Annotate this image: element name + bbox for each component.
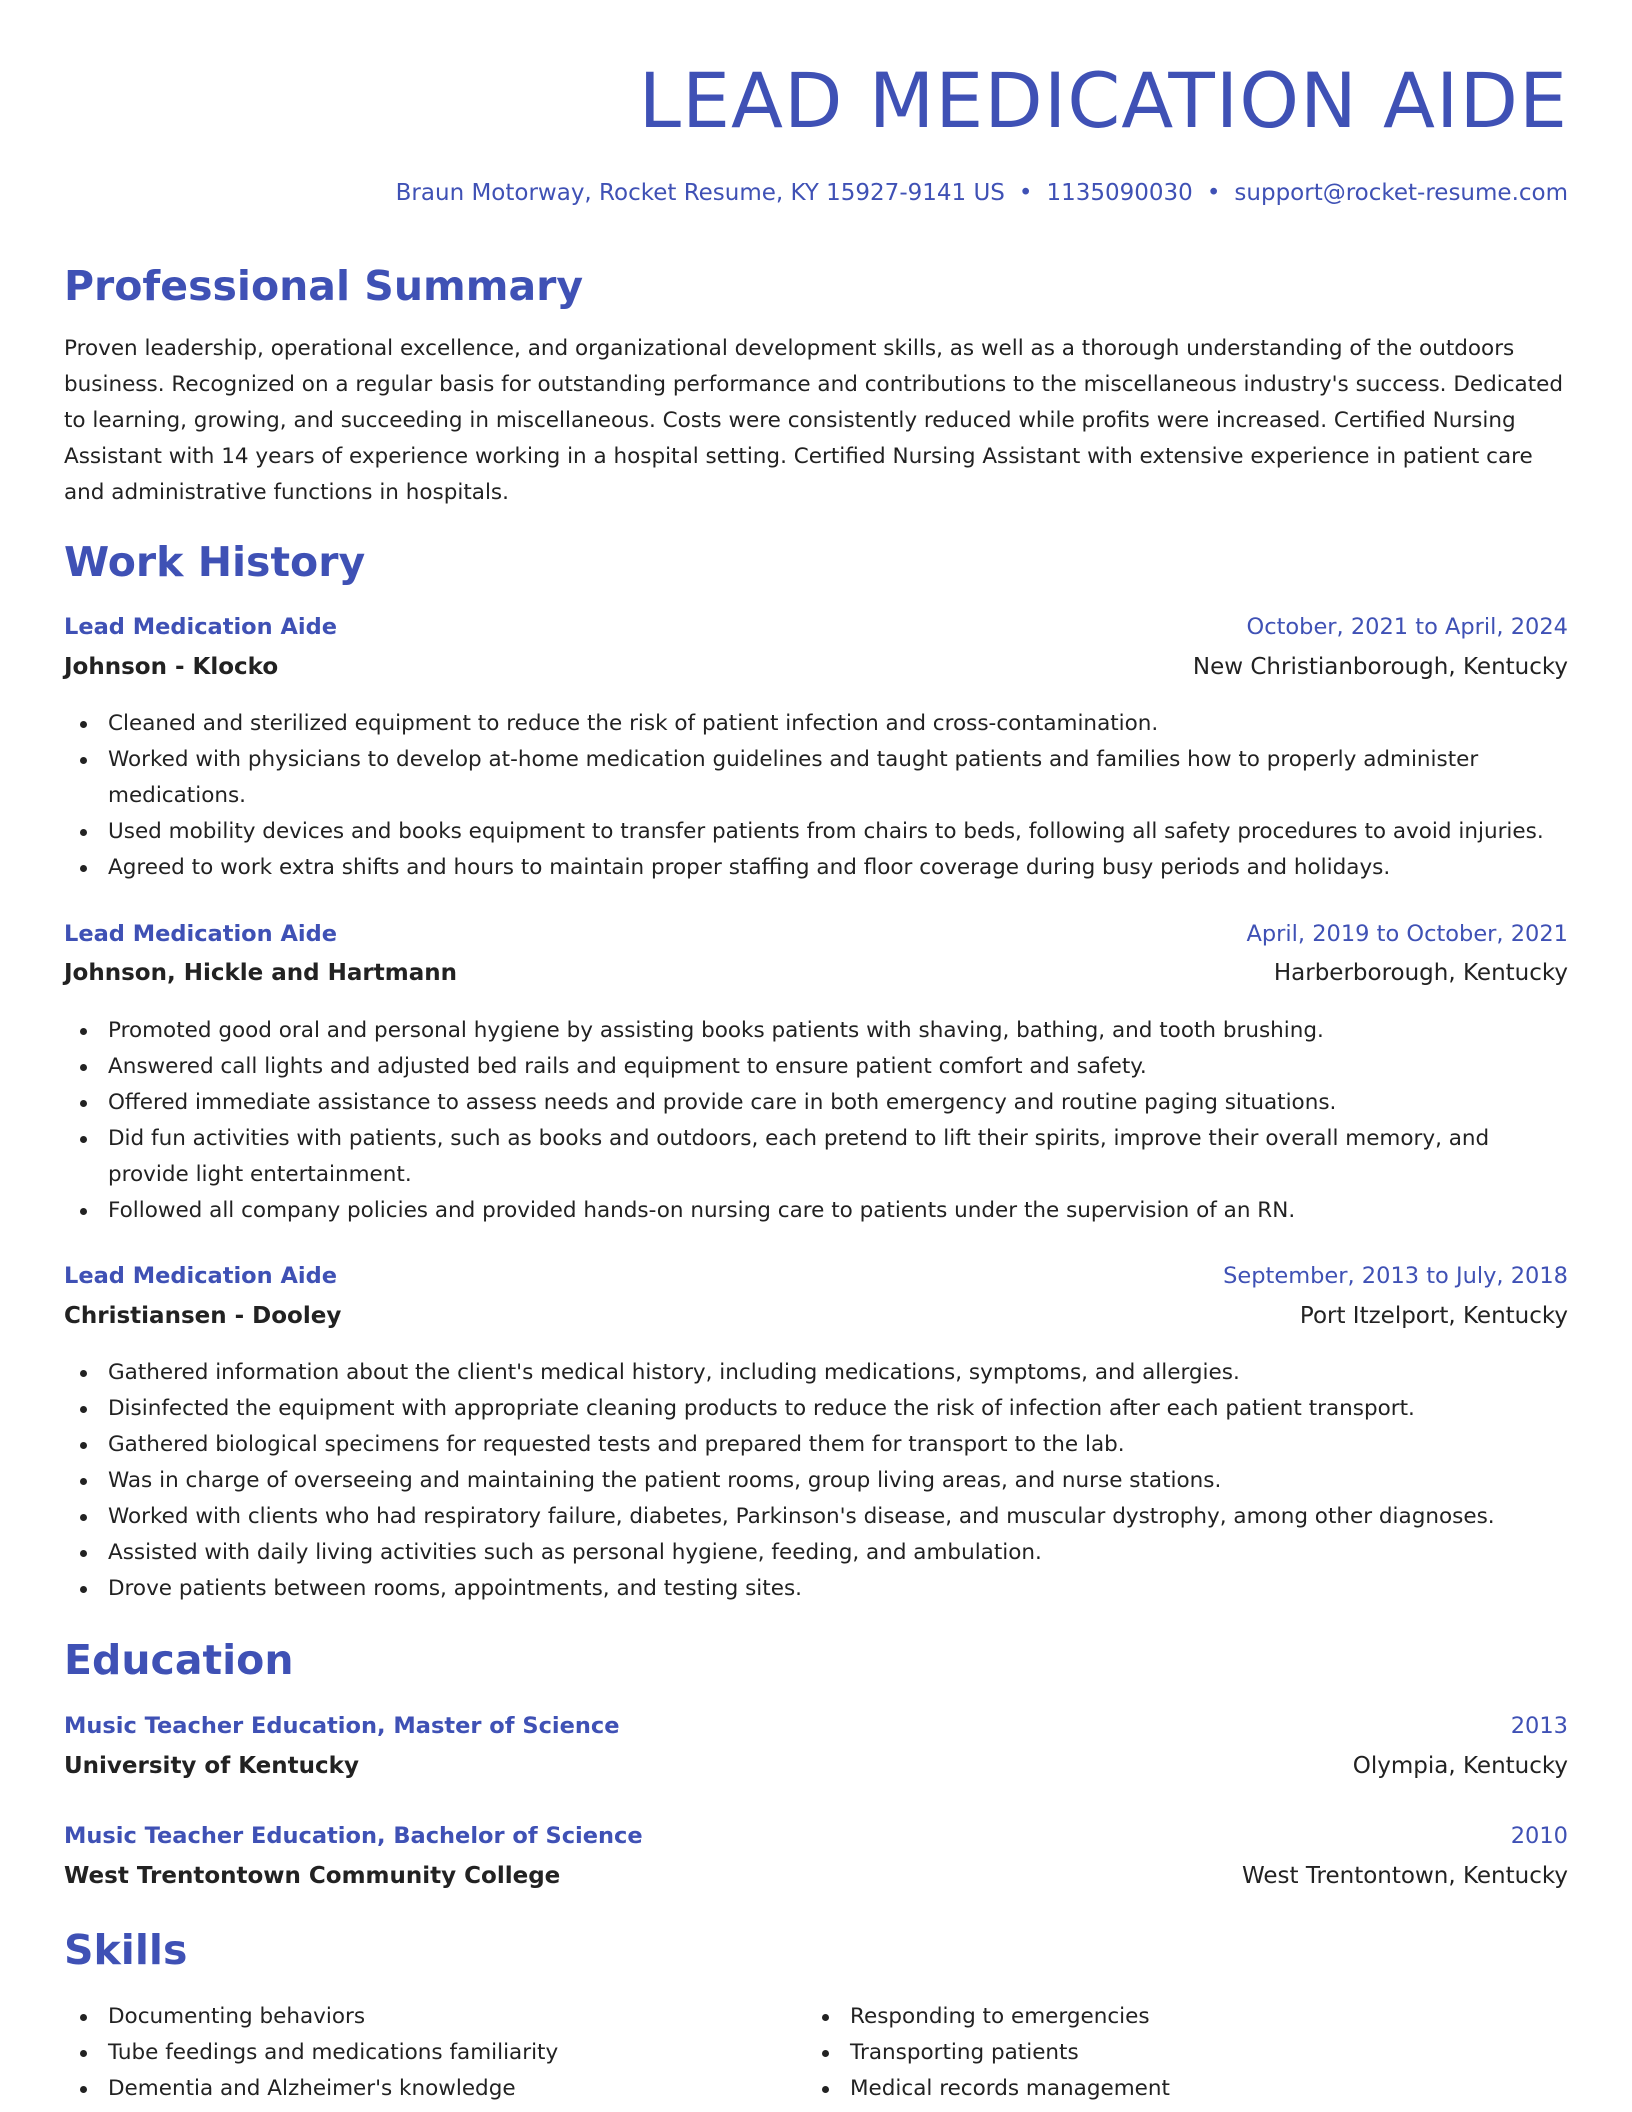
contact-separator: • [1018, 180, 1033, 206]
skill-item: Tube feedings and medications familiarity [64, 2035, 804, 2071]
skills-heading: Skills [64, 1926, 188, 1974]
page-title: LEAD MEDICATION AIDE [638, 56, 1568, 145]
job-bullet: Drove patients between rooms, appointments, and testing sites. [64, 1571, 1568, 1607]
job-bullet: Offered immediate assistance to assess needs and provide care in both emergency and routine paging situations. [64, 1085, 1568, 1121]
summary-text: Proven leadership, operational excellence, and organizational development skills, as well as a thorough understanding of the outdoors business. Recognized on a regular basis for outstanding performance and contributions to the miscellaneous industry's success. Dedicated to learning, growing, and succeeding in miscellaneous. Costs were consistently reduced while profits were increased. Certified Nursing Assistant with 14 years of experience working in a hospital setting. Certified Nursing Assistant with extensive experience in patient care and administrative functions in hospitals. [64, 336, 1564, 505]
job-company: Christiansen - Dooley [64, 1303, 342, 1329]
education-location: Olympia, Kentucky [1352, 1753, 1568, 1779]
job-bullets [64, 1013, 1568, 1229]
skills-list-left [64, 1999, 804, 2107]
job-company: Johnson, Hickle and Hartmann [64, 960, 457, 986]
job-dates: April, 2019 to October, 2021 [1246, 921, 1568, 947]
summary-heading: Professional Summary [64, 262, 584, 310]
skills-list-right [806, 1999, 1546, 2107]
contact-separator: • [1206, 180, 1221, 206]
job-bullet: Gathered biological specimens for requested tests and prepared them for transport to the lab. [64, 1427, 1568, 1463]
job-bullet: Agreed to work extra shifts and hours to maintain proper staffing and floor coverage during busy periods and holidays. [64, 850, 1568, 886]
contact-line [396, 180, 1568, 206]
contact-address: Braun Motorway, Rocket Resume, KY 15927-9141 US [395, 180, 1005, 206]
job-bullet: Promoted good oral and personal hygiene by assisting books patients with shaving, bathing, and tooth brushing. [64, 1013, 1568, 1049]
job-title: Lead Medication Aide [64, 614, 337, 640]
job-bullet: Answered call lights and adjusted bed rails and equipment to ensure patient comfort and safety. [64, 1049, 1568, 1085]
job-title: Lead Medication Aide [64, 1263, 337, 1289]
job-bullet: Worked with clients who had respiratory failure, diabetes, Parkinson's disease, and muscular dystrophy, among other diagnoses. [64, 1499, 1568, 1535]
job-bullets [64, 1355, 1568, 1607]
job-location: Harberborough, Kentucky [1273, 960, 1568, 986]
job-bullet: Assisted with daily living activities such as personal hygiene, feeding, and ambulation. [64, 1535, 1568, 1571]
education-location: West Trentontown, Kentucky [1242, 1863, 1568, 1889]
contact-phone: 1135090030 [1046, 180, 1193, 206]
education-year: 2013 [1510, 1713, 1568, 1739]
job-location: New Christianborough, Kentucky [1192, 654, 1568, 680]
job-bullet: Disinfected the equipment with appropriate cleaning products to reduce the risk of infection after each patient transport. [64, 1391, 1568, 1427]
work-history-heading: Work History [64, 538, 366, 586]
job-bullets [64, 706, 1568, 886]
contact-email: support@rocket-resume.com [1234, 180, 1568, 206]
job-bullet: Gathered information about the client's medical history, including medications, symptoms, and allergies. [64, 1355, 1568, 1391]
skill-item: Documenting behaviors [64, 1999, 804, 2035]
job-company: Johnson - Klocko [64, 654, 279, 680]
education-school: University of Kentucky [64, 1753, 359, 1779]
job-bullet: Followed all company policies and provided hands-on nursing care to patients under the supervision of an RN. [64, 1193, 1568, 1229]
skill-item: Dementia and Alzheimer's knowledge [64, 2071, 804, 2107]
skill-item: Responding to emergencies [806, 1999, 1546, 2035]
job-dates: October, 2021 to April, 2024 [1246, 614, 1568, 640]
job-bullet: Cleaned and sterilized equipment to reduce the risk of patient infection and cross-contamination. [64, 706, 1568, 742]
education-school: West Trentontown Community College [64, 1863, 561, 1889]
education-heading: Education [64, 1636, 294, 1684]
education-degree: Music Teacher Education, Bachelor of Science [64, 1823, 643, 1849]
job-location: Port Itzelport, Kentucky [1299, 1303, 1568, 1329]
job-title: Lead Medication Aide [64, 921, 337, 947]
job-dates: September, 2013 to July, 2018 [1223, 1263, 1568, 1289]
job-bullet: Did fun activities with patients, such as books and outdoors, each pretend to lift their spirits, improve their overall memory, and provide light entertainment. [64, 1121, 1568, 1193]
job-bullet: Was in charge of overseeing and maintaining the patient rooms, group living areas, and nurse stations. [64, 1463, 1568, 1499]
skill-item: Transporting patients [806, 2035, 1546, 2071]
education-year: 2010 [1510, 1823, 1568, 1849]
education-degree: Music Teacher Education, Master of Science [64, 1713, 620, 1739]
skill-item: Medical records management [806, 2071, 1546, 2107]
job-bullet: Used mobility devices and books equipment to transfer patients from chairs to beds, following all safety procedures to avoid injuries. [64, 814, 1568, 850]
job-bullet: Worked with physicians to develop at-home medication guidelines and taught patients and families how to properly administer medications. [64, 742, 1568, 814]
